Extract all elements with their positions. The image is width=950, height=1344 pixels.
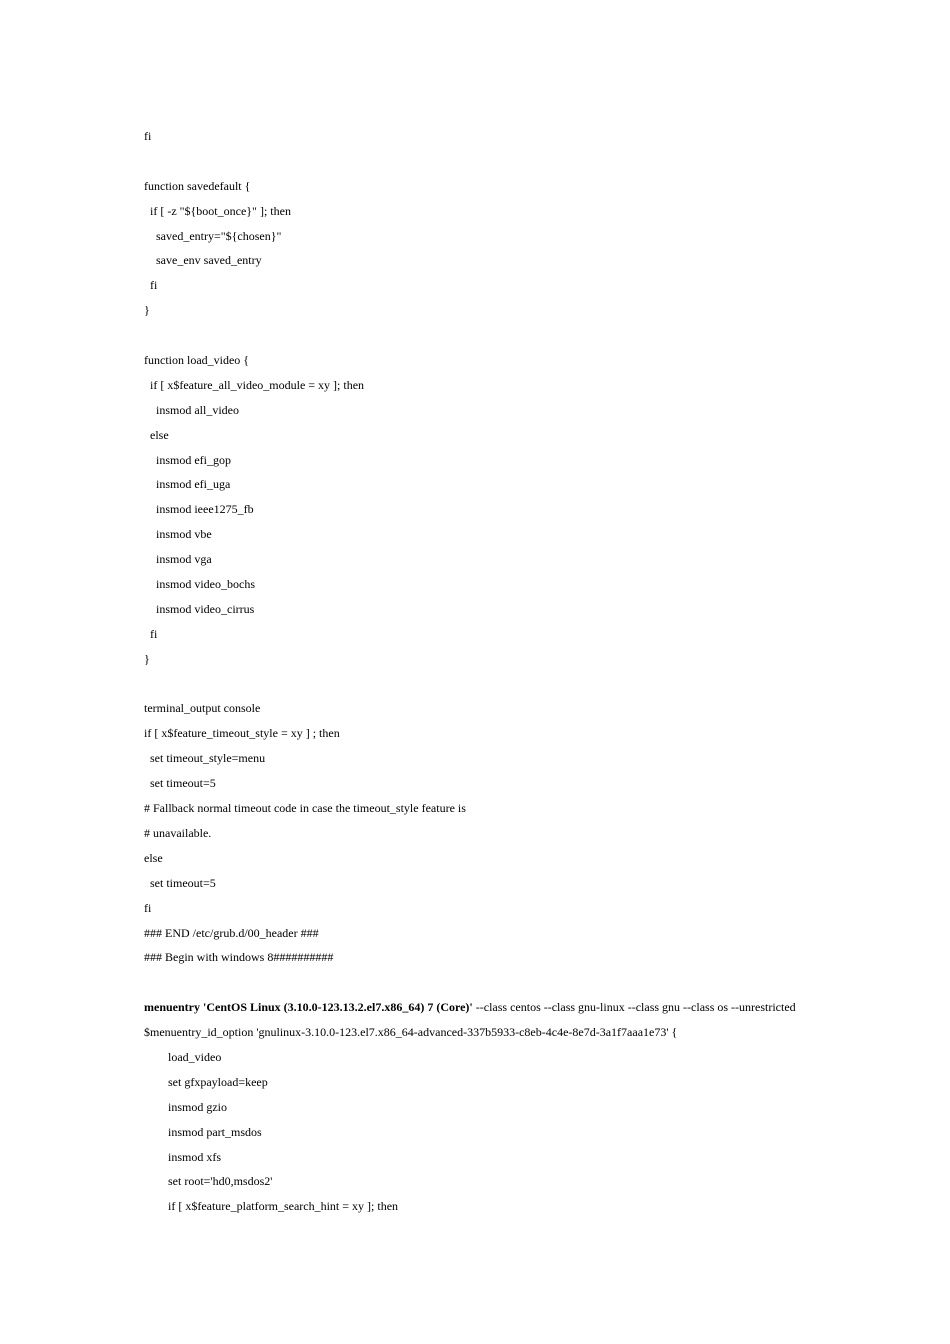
line-text: insmod part_msdos — [144, 1124, 262, 1139]
line-text: insmod efi_gop — [144, 452, 231, 467]
text-line — [144, 995, 844, 1020]
text-line — [144, 348, 844, 373]
text-line — [144, 1095, 844, 1120]
text-line — [144, 124, 844, 149]
text-line — [144, 1120, 844, 1145]
line-text: set gfxpayload=keep — [144, 1074, 268, 1089]
text-line — [144, 896, 844, 921]
line-text: insmod video_bochs — [144, 577, 255, 592]
text-line — [144, 572, 844, 597]
text-line — [144, 846, 844, 871]
text-line — [144, 373, 844, 398]
line-text: else — [144, 427, 169, 442]
line-text: fi — [144, 900, 152, 915]
text-line — [144, 298, 844, 323]
text-line — [144, 448, 844, 473]
line-text: function load_video { — [144, 353, 250, 368]
text-line — [144, 672, 844, 697]
line-text: saved_entry="${chosen}" — [144, 228, 282, 243]
line-text: insmod xfs — [144, 1149, 222, 1164]
text-line — [144, 622, 844, 647]
text-line — [144, 696, 844, 721]
line-text: # Fallback normal timeout code in case the timeout_style feature is — [144, 801, 466, 816]
line-text: fi — [144, 278, 158, 293]
text-line — [144, 273, 844, 298]
text-line — [144, 721, 844, 746]
text-line — [144, 1145, 844, 1170]
line-text: set timeout=5 — [144, 776, 216, 791]
text-line — [144, 771, 844, 796]
line-text: --class centos --class gnu-linux --class gnu --class os --unrestricted — [472, 1000, 796, 1015]
line-text: insmod ieee1275_fb — [144, 502, 254, 517]
line-text: load_video — [144, 1049, 222, 1064]
text-line — [144, 323, 844, 348]
line-text: insmod all_video — [144, 402, 239, 417]
document-body — [144, 124, 844, 1219]
text-line — [144, 921, 844, 946]
text-line — [144, 746, 844, 771]
text-line — [144, 871, 844, 896]
line-text: if [ x$feature_platform_search_hint = xy ]; then — [144, 1199, 399, 1214]
text-line — [144, 547, 844, 572]
text-line — [144, 1194, 844, 1219]
line-text: insmod gzio — [144, 1099, 227, 1114]
line-text: ### END /etc/grub.d/00_header ### — [144, 925, 319, 940]
line-text: if [ x$feature_all_video_module = xy ]; then — [144, 377, 365, 392]
text-line — [144, 522, 844, 547]
line-text: } — [144, 651, 150, 666]
line-text: insmod vbe — [144, 527, 212, 542]
text-line — [144, 1070, 844, 1095]
text-line — [144, 398, 844, 423]
text-line — [144, 472, 844, 497]
text-line — [144, 1169, 844, 1194]
line-text: insmod efi_uga — [144, 477, 231, 492]
text-line — [144, 248, 844, 273]
line-text: fi — [144, 129, 152, 143]
line-text: ### Begin with windows 8########## — [144, 950, 334, 965]
line-text: insmod vga — [144, 552, 212, 567]
line-text: $menuentry_id_option 'gnulinux-3.10.0-123.el7.x86_64-advanced-337b5933-c8eb-4c4e-8e7d-3a1f7aaa1e73' { — [144, 1025, 678, 1040]
line-text: set timeout=5 — [144, 875, 216, 890]
line-text: else — [144, 850, 163, 865]
line-text: function savedefault { — [144, 178, 251, 193]
line-text: if [ -z "${boot_once}" ]; then — [144, 203, 291, 218]
text-line — [144, 970, 844, 995]
text-line — [144, 647, 844, 672]
line-text: insmod video_cirrus — [144, 601, 255, 616]
line-text: # unavailable. — [144, 825, 212, 840]
line-text: save_env saved_entry — [144, 253, 262, 268]
text-line — [144, 149, 844, 174]
text-line — [144, 821, 844, 846]
text-line — [144, 423, 844, 448]
line-text: fi — [144, 626, 158, 641]
text-line — [144, 199, 844, 224]
line-text: } — [144, 303, 150, 318]
text-line — [144, 796, 844, 821]
line-text: if [ x$feature_timeout_style = xy ] ; then — [144, 726, 340, 741]
menuentry-title: menuentry 'CentOS Linux (3.10.0-123.13.2.el7.x86_64) 7 (Core)' — [144, 1000, 473, 1015]
text-line — [144, 497, 844, 522]
text-line — [144, 1020, 844, 1045]
line-text: set timeout_style=menu — [144, 751, 266, 766]
text-line — [144, 945, 844, 970]
line-text: terminal_output console — [144, 701, 261, 716]
text-line — [144, 224, 844, 249]
text-line — [144, 1045, 844, 1070]
text-line — [144, 174, 844, 199]
line-text: set root='hd0,msdos2' — [144, 1174, 273, 1189]
text-line — [144, 597, 844, 622]
